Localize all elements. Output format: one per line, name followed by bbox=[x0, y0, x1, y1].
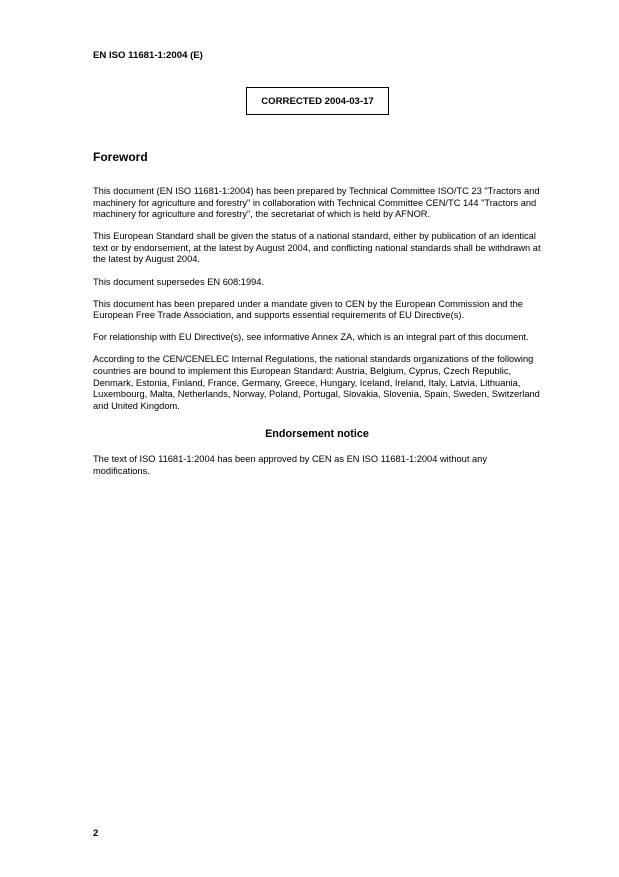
document-header: EN ISO 11681-1:2004 (E) bbox=[93, 50, 203, 61]
endorsement-title: Endorsement notice bbox=[265, 428, 369, 441]
foreword-title: Foreword bbox=[93, 150, 148, 164]
page-number: 2 bbox=[93, 828, 99, 839]
foreword-paragraph: This document has been prepared under a mandate given to CEN by the European Commission and the European Free Trade Association, and supports essential requirements of EU Directive(s). bbox=[93, 298, 523, 321]
endorsement-text: The text of ISO 11681-1:2004 has been approved by CEN as EN ISO 11681-1:2004 without any modifications. bbox=[93, 454, 487, 476]
foreword-paragraph: This document supersedes EN 608:1994. bbox=[93, 276, 265, 287]
corrected-box: CORRECTED 2004-03-17 bbox=[246, 87, 389, 115]
foreword-paragraph: This European Standard shall be given the status of a national standard, either by publication of an identical text or by endorsement, at the latest by August 2004, and conflicting national standards shall be withdrawn at the latest by August 2004. bbox=[93, 231, 541, 265]
foreword-paragraph: According to the CEN/CENELEC Internal Regulations, the national standards organizations of the following countries are bound to implement this European Standard: Austria, Belgium, Cyprus, Czech Republic, Denmark, Estonia, Finland, France, Germany, Greece, Hungary, Iceland, Ireland, Italy, Latvia, Lithuania, Luxembourg, Malta, Netherlands, Norway, Poland, Portugal, Slovakia, Slovenia, Spain, Sweden, Switzerland and United Kingdom. bbox=[93, 354, 540, 411]
foreword-paragraph: For relationship with EU Directive(s), see informative Annex ZA, which is an integral part of this document. bbox=[93, 332, 529, 343]
document-body bbox=[93, 186, 541, 488]
foreword-paragraph: This document (EN ISO 11681-1:2004) has been prepared by Technical Committee ISO/TC 23 "Tractors and machinery for agriculture and forestry" in collaboration with Technical Committee CEN/TC 144 "Tractors and machinery for agriculture and forestry", the secretariat of which is held by AFNOR. bbox=[93, 186, 540, 220]
